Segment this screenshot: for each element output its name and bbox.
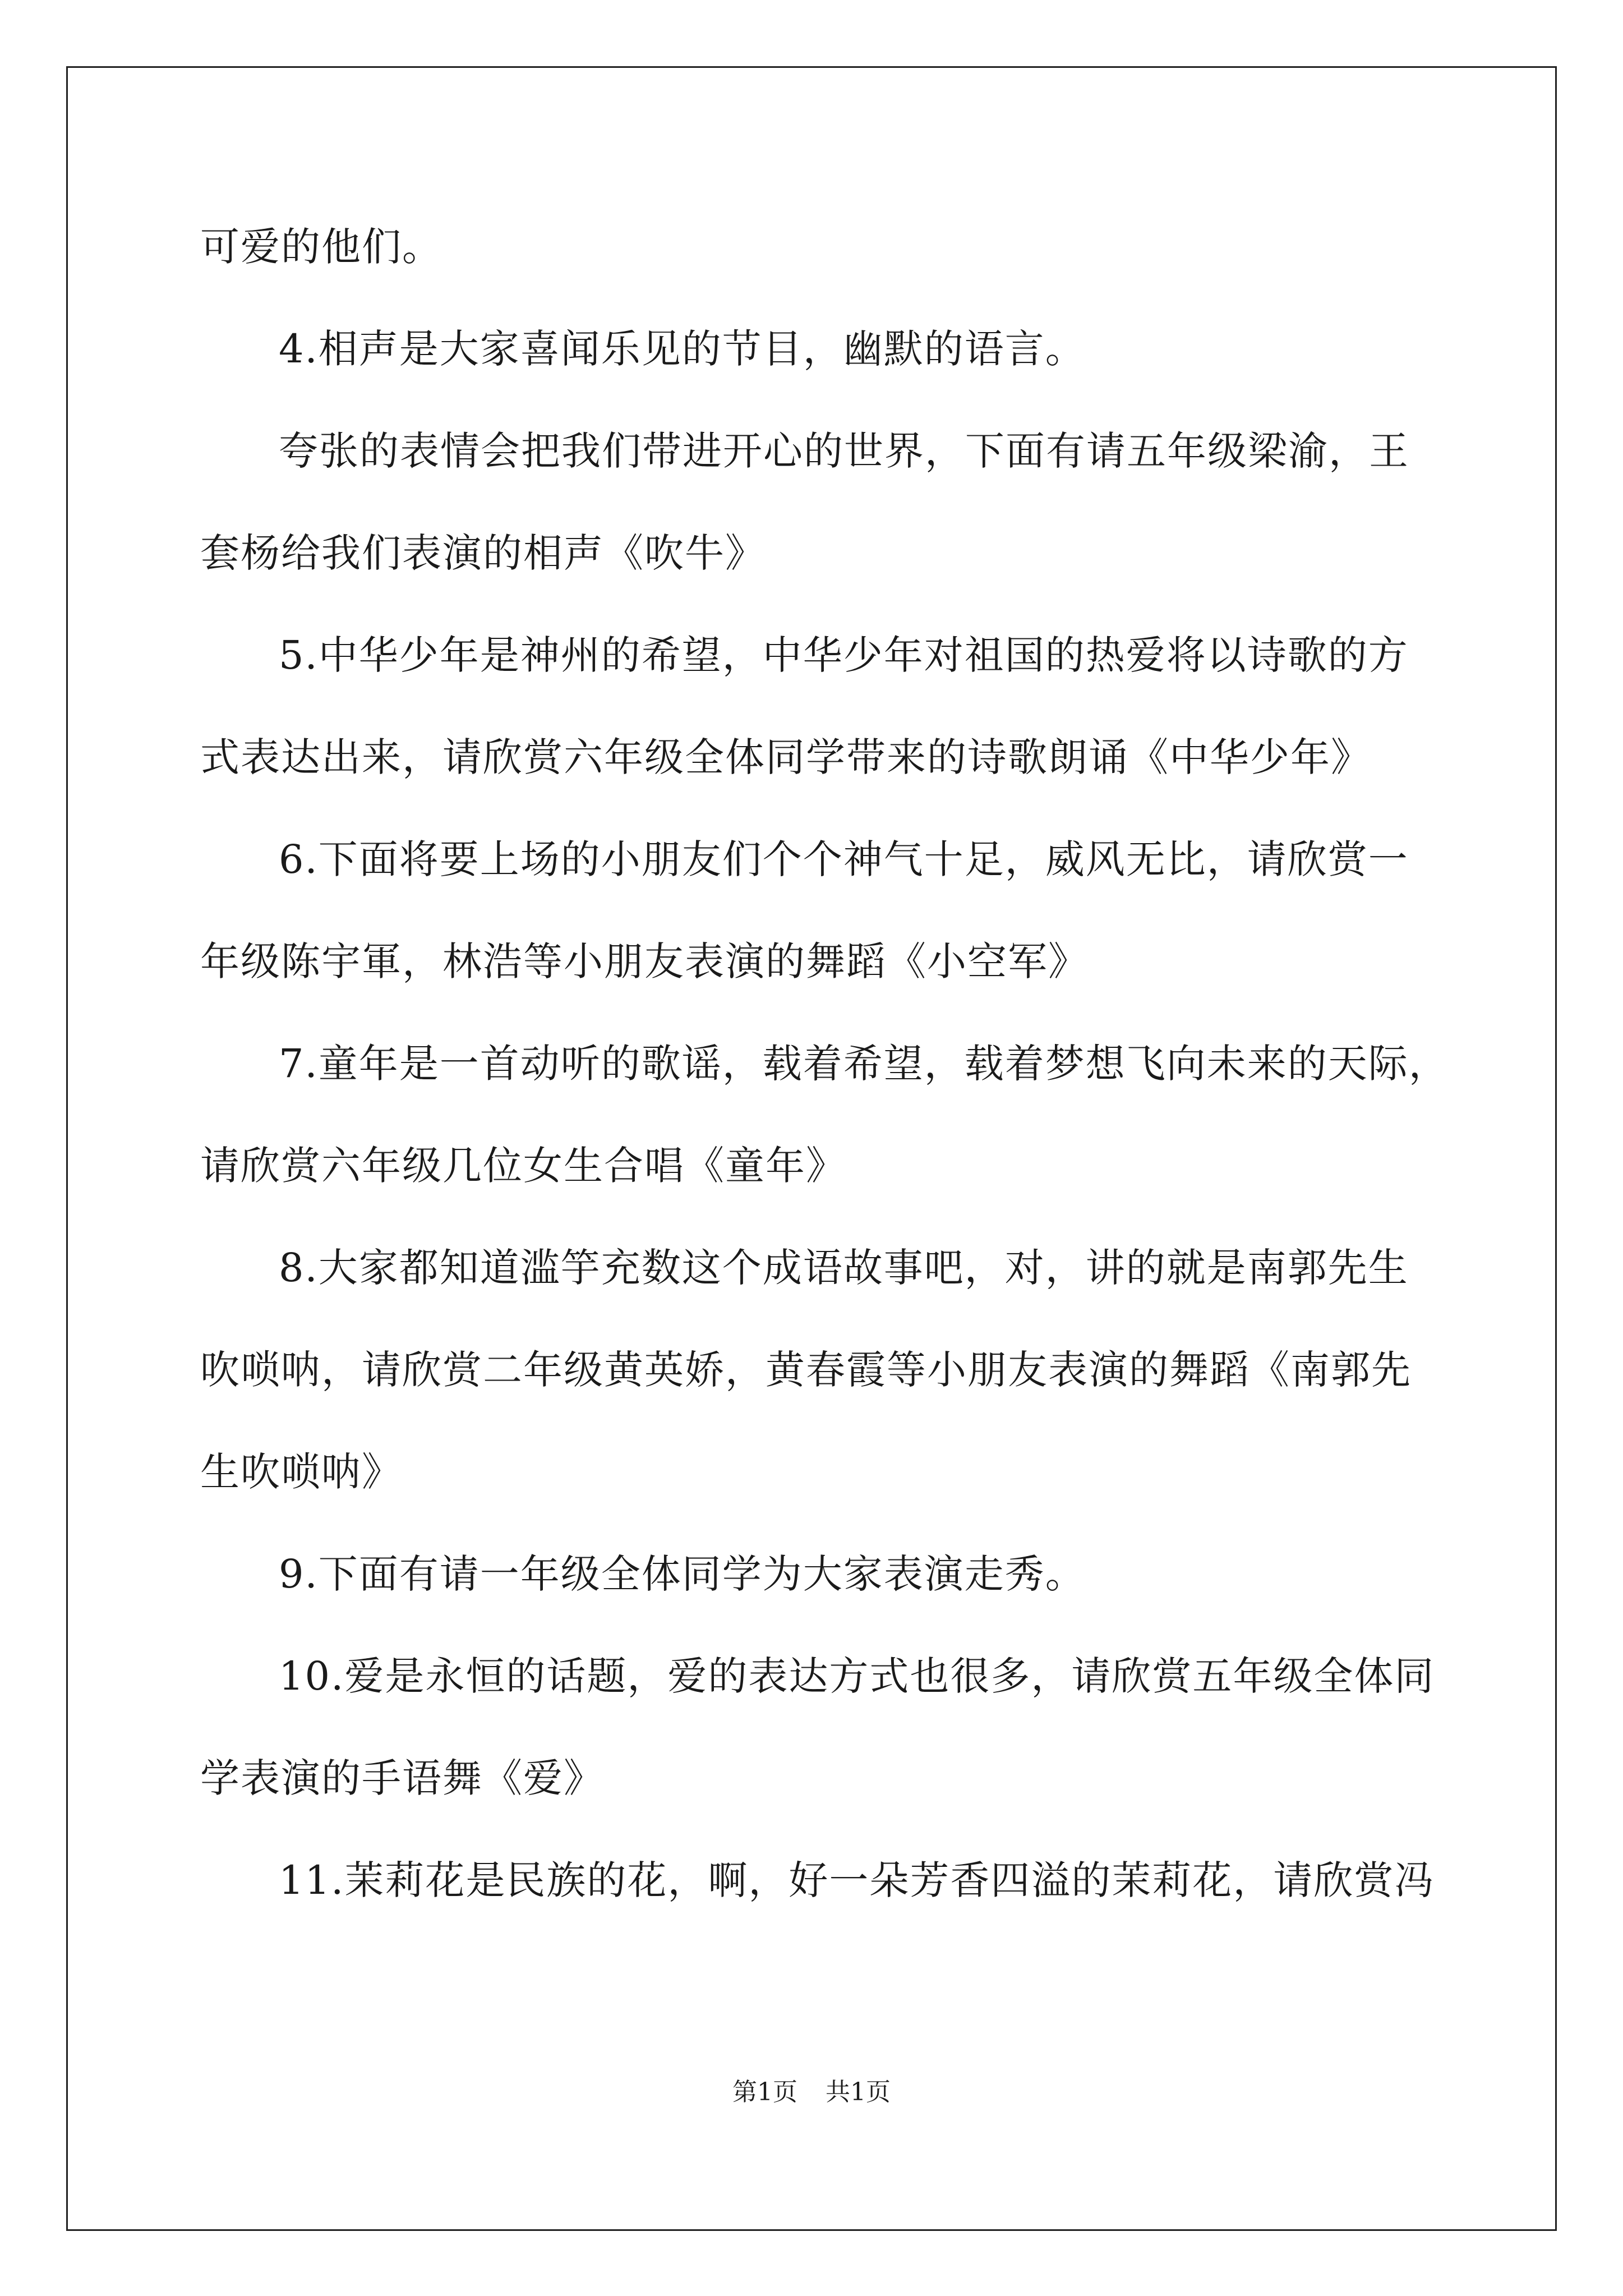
text-line: 请欣赏六年级几位女生合唱《童年》 bbox=[200, 1143, 846, 1189]
text-line: 夸张的表情会把我们带进开心的世界，下面有请五年级梁渝，王 bbox=[279, 428, 1409, 474]
text-line: 9.下面有请一年级全体同学为大家表演走秀。 bbox=[279, 1551, 1086, 1597]
text-line: 生吹唢呐》 bbox=[200, 1449, 402, 1495]
text-line: 6.下面将要上场的小朋友们个个神气十足，威风无比，请欣赏一 bbox=[279, 836, 1409, 882]
page-number-current: 第1页 bbox=[732, 2078, 797, 2106]
page-footer bbox=[0, 2076, 1623, 2109]
text-line: 7.童年是一首动听的歌谣，载着希望，载着梦想飞向未来的天际， bbox=[279, 1041, 1449, 1087]
text-line: 10.爱是永恒的话题，爱的表达方式也很多，请欣赏五年级全体同 bbox=[279, 1653, 1435, 1699]
page-number-total: 共1页 bbox=[826, 2078, 891, 2106]
text-line: 可爱的他们。 bbox=[200, 224, 442, 270]
text-line: 套杨给我们表演的相声《吹牛》 bbox=[200, 530, 766, 576]
text-line: 5.中华少年是神州的希望，中华少年对祖国的热爱将以诗歌的方 bbox=[279, 632, 1409, 678]
text-line: 年级陈宇軍，林浩等小朋友表演的舞蹈《小空军》 bbox=[200, 938, 1089, 984]
text-line: 11.茉莉花是民族的花，啊，好一朵芳香四溢的茉莉花，请欣赏冯 bbox=[279, 1857, 1435, 1903]
text-line: 吹唢呐，请欣赏二年级黄英娇，黄春霞等小朋友表演的舞蹈《南郭先 bbox=[200, 1347, 1412, 1393]
text-line: 式表达出来，请欣赏六年级全体同学带来的诗歌朗诵《中华少年》 bbox=[200, 734, 1371, 780]
text-line: 8.大家都知道滥竽充数这个成语故事吧，对，讲的就是南郭先生 bbox=[279, 1245, 1409, 1291]
text-line: 学表演的手语舞《爱》 bbox=[200, 1755, 604, 1801]
text-line: 4.相声是大家喜闻乐见的节目，幽默的语言。 bbox=[279, 326, 1086, 372]
